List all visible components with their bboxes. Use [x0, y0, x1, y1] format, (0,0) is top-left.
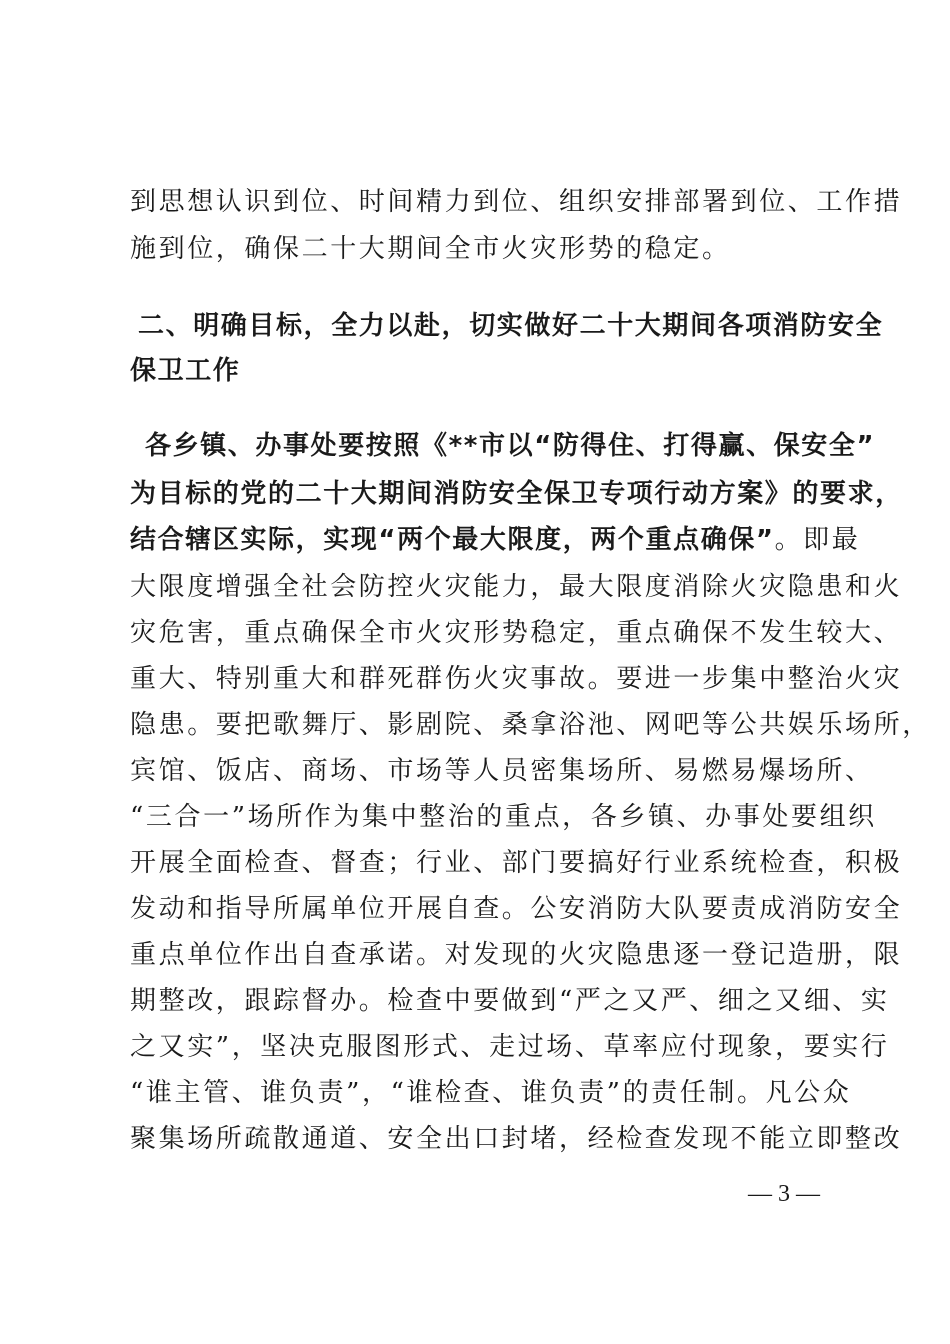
body-line: 宾馆、饭店、商场、市场等人员密集场所、易燃易爆场所、: [130, 756, 874, 786]
body-line: 重点单位作出自查承诺。对发现的火灾隐患逐一登记造册，限: [130, 940, 903, 970]
body-bold-line: 为目标的党的二十大期间消防安全保卫专项行动方案》的要求，: [130, 479, 903, 509]
body-line: 大限度增强全社会防控火灾能力，最大限度消除火灾隐患和火: [130, 572, 903, 602]
body-line: 发动和指导所属单位开展自查。公安消防大队要责成消防安全: [130, 894, 903, 924]
page-number: — 3 —: [748, 1181, 820, 1207]
body-bold-line: 各乡镇、办事处要按照《**市以“防得住、打得赢、保安全”: [145, 431, 876, 461]
body-line: “三合一”场所作为集中整治的重点，各乡镇、办事处要组织: [130, 802, 877, 832]
text-line: 施到位，确保二十大期间全市火灾形势的稳定。: [130, 234, 731, 264]
body-line: 灾危害，重点确保全市火灾形势稳定，重点确保不发生较大、: [130, 618, 903, 648]
body-line: 期整改，跟踪督办。检查中要做到“严之又严、细之又细、实: [130, 986, 890, 1016]
body-line: “谁主管、谁负责”，“谁检查、谁负责”的责任制。凡公众: [130, 1078, 852, 1108]
body-line: 聚集场所疏散通道、安全出口封堵，经检查发现不能立即整改: [130, 1124, 903, 1154]
body-line: 之又实”，坚决克服图形式、走过场、草率应付现象，要实行: [130, 1032, 890, 1062]
section-heading-line: 保卫工作: [130, 356, 241, 386]
body-mixed-line: [130, 520, 861, 560]
body-line: 重大、特别重大和群死群伤火灾事故。要进一步集中整治火灾: [130, 664, 903, 694]
body-normal-span: 。即最: [774, 525, 861, 555]
body-line: 隐患。要把歌舞厅、影剧院、桑拿浴池、网吧等公共娱乐场所，: [130, 710, 931, 740]
text-line: 到思想认识到位、时间精力到位、组织安排部署到位、工作措: [130, 187, 903, 217]
body-bold-span: 结合辖区实际，实现“两个最大限度，两个重点确保”: [130, 525, 775, 555]
section-heading-line: 二、明确目标，全力以赴，切实做好二十大期间各项消防安全: [138, 311, 884, 341]
body-line: 开展全面检查、督查；行业、部门要搞好行业系统检查，积极: [130, 848, 903, 878]
